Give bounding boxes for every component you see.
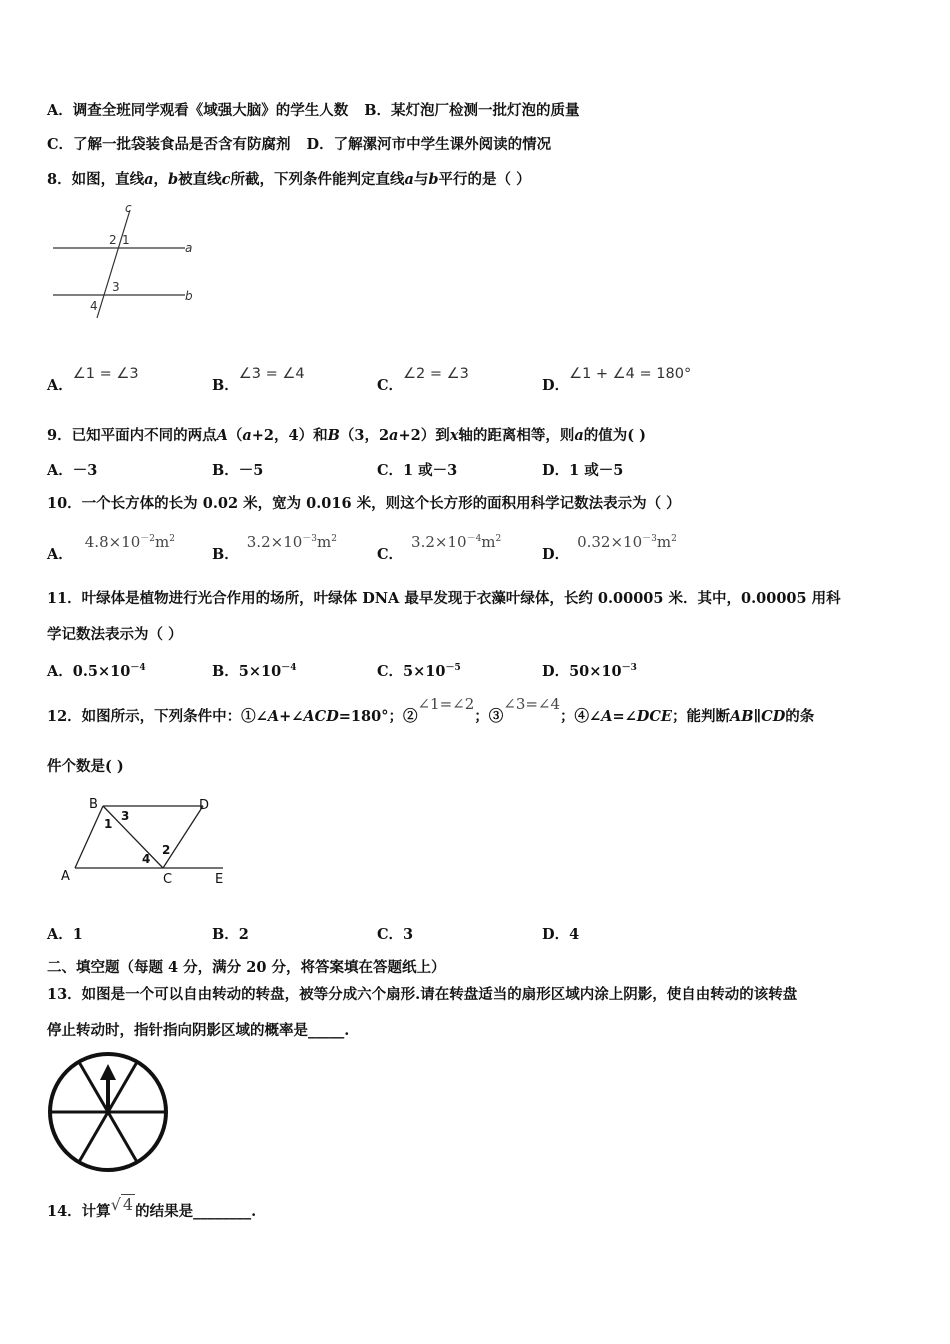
q9-var-a3: a bbox=[574, 427, 584, 444]
q10-option-d-math bbox=[577, 533, 677, 551]
q10-a-exp: －2 bbox=[140, 534, 156, 544]
q11-b-base: B．5×10 bbox=[212, 662, 282, 680]
q9-option-a: A．－3 bbox=[47, 462, 98, 479]
q11-option-c bbox=[377, 658, 461, 682]
q12-text-6: =∠ bbox=[612, 708, 637, 725]
q11-stem-line2: 学记数法表示为（ ） bbox=[47, 626, 183, 643]
q10-c-unit: m bbox=[481, 533, 496, 551]
q8-option-b-math: ∠3 = ∠4 bbox=[238, 366, 305, 382]
q12-var-dce: DCE bbox=[636, 708, 672, 725]
q8-var-b2: b bbox=[428, 171, 439, 188]
q8-option-b bbox=[212, 366, 305, 396]
q10-c-uexp: 2 bbox=[495, 534, 502, 544]
q12-text-2: +∠ bbox=[279, 708, 304, 725]
q8-fig-angle-2: 2 bbox=[109, 233, 117, 247]
q12-cond-2: ∠1=∠2 bbox=[417, 695, 475, 713]
q12-line-ab bbox=[75, 806, 103, 868]
q8-fig-angle-3: 3 bbox=[112, 280, 120, 294]
q10-b-exp: －3 bbox=[302, 534, 318, 544]
q10-option-a-math bbox=[85, 533, 175, 551]
q12-var-cd: CD bbox=[761, 708, 786, 725]
q8-var-b: b bbox=[168, 171, 179, 188]
q9-stem bbox=[47, 426, 646, 446]
q9-text-7: 的值为( ) bbox=[583, 427, 647, 444]
q12-parallel: ∥ bbox=[753, 708, 762, 725]
q8-option-d-math: ∠1 + ∠4 = 180° bbox=[569, 366, 692, 382]
q10-b-uexp: 2 bbox=[331, 534, 337, 544]
q10-a-base: 4.8×10 bbox=[84, 533, 141, 551]
q10-d-uexp: 2 bbox=[671, 534, 677, 544]
q13-stem-line1: 13．如图是一个可以自由转动的转盘，被等分成六个扇形.请在转盘适当的扇形区域内涂上阴影，使自由转动的该转盘 bbox=[47, 986, 798, 1003]
q10-option-b bbox=[212, 533, 337, 565]
q9-point-b: B bbox=[327, 427, 340, 444]
q9-var-x: x bbox=[449, 427, 459, 444]
q9-text-2: （ bbox=[227, 427, 243, 444]
q10-option-a bbox=[47, 533, 175, 565]
q8-option-a-math: ∠1 = ∠3 bbox=[72, 366, 139, 382]
q12-fig-label-b: B bbox=[89, 797, 98, 812]
q7-option-a: A．调查全班同学观看《域强大脑》的学生人数 bbox=[47, 102, 349, 119]
q10-b-unit: m bbox=[317, 533, 332, 551]
q7-option-b: B．某灯泡厂检测一批灯泡的质量 bbox=[364, 102, 580, 119]
q12-fig-label-c: C bbox=[163, 872, 173, 887]
q12-text-7: ；能判断 bbox=[671, 708, 730, 725]
q10-option-a-label: A． bbox=[47, 546, 73, 563]
q8-fig-angle-1: 1 bbox=[122, 233, 130, 247]
q12-var-a: A bbox=[267, 708, 280, 725]
q12-var-acd: ACD bbox=[303, 708, 339, 725]
q8-var-c: c bbox=[221, 171, 231, 188]
q10-d-unit: m bbox=[656, 533, 672, 551]
q8-fig-angle-4: 4 bbox=[90, 299, 98, 313]
q12-fig-label-d: D bbox=[199, 798, 210, 813]
q10-d-base: 0.32×10 bbox=[577, 533, 643, 551]
q12-stem-line1 bbox=[47, 695, 815, 727]
q8-var-a: a bbox=[144, 171, 154, 188]
q12-var-a2: A bbox=[601, 708, 613, 725]
q9-text-4: （3，2 bbox=[339, 427, 390, 444]
q8-option-b-label: B． bbox=[212, 377, 239, 394]
q8-stem-mid: 被直线 bbox=[178, 171, 222, 188]
q9-text-3: +2，4）和 bbox=[251, 427, 328, 444]
q9-option-b: B．－5 bbox=[212, 462, 264, 479]
q8-option-a-label: A． bbox=[47, 377, 73, 394]
q8-fig-label-c: c bbox=[125, 201, 132, 215]
q10-a-uexp: 2 bbox=[169, 534, 175, 544]
q12-fig-label-e: E bbox=[215, 872, 224, 887]
q12-text-5: ；④∠ bbox=[560, 708, 602, 725]
q8-stem-text: 8．如图，直线 bbox=[47, 171, 145, 188]
q10-c-exp: －4 bbox=[466, 534, 482, 544]
q13-stem-line2: 停止转动时，指针指向阴影区域的概率是_____. bbox=[47, 1022, 350, 1039]
q8-option-a bbox=[47, 366, 139, 396]
q12-text-4: ；③ bbox=[474, 708, 504, 725]
q10-c-base: 3.2×10 bbox=[411, 533, 467, 551]
spinner-pointer-arrow-icon bbox=[100, 1064, 116, 1080]
q10-b-base: 3.2×10 bbox=[246, 533, 303, 551]
q9-text-5: +2）到 bbox=[398, 427, 450, 444]
q11-stem-line1: 11．叶绿体是植物进行光合作用的场所，叶绿体 DNA 最早发现于衣藻叶绿体，长约 0.00005 米．其中，0.00005 用科 bbox=[47, 590, 841, 607]
q12-fig-angle-1: 1 bbox=[104, 817, 113, 831]
q11-d-exp: －3 bbox=[621, 663, 637, 673]
q7-options-row2 bbox=[47, 135, 551, 155]
q8-stem bbox=[47, 170, 531, 190]
q10-stem: 10．一个长方体的长为 0.02 米，宽为 0.016 米，则这个长方形的面积用科学记数法表示为（ ） bbox=[47, 495, 681, 512]
q10-option-c bbox=[377, 533, 502, 565]
q12-stem-line2: 件个数是( ) bbox=[47, 758, 124, 775]
q10-d-exp: －3 bbox=[642, 534, 657, 544]
q10-option-c-label: C． bbox=[377, 546, 404, 563]
q8-option-d bbox=[542, 366, 692, 396]
q10-option-b-label: B． bbox=[212, 546, 239, 563]
q9-option-c: C．1 或－3 bbox=[377, 462, 458, 479]
q11-c-base: C．5×10 bbox=[377, 662, 446, 680]
q14-radicand: 4 bbox=[122, 1195, 134, 1214]
section-2-title: 二、填空题（每题 4 分，满分 20 分，将答案填在答题纸上） bbox=[47, 959, 446, 976]
q7-option-d: D．了解漯河市中学生课外阅读的情况 bbox=[306, 136, 552, 153]
q11-a-exp: －4 bbox=[130, 663, 146, 673]
q7-option-c: C．了解一批袋装食品是否含有防腐剂 bbox=[47, 136, 291, 153]
q9-var-a2: a bbox=[389, 427, 399, 444]
q14-stem bbox=[47, 1195, 257, 1222]
q12-option-b: B．2 bbox=[212, 926, 249, 943]
q8-var-a2: a bbox=[404, 171, 414, 188]
q8-stem-rest: 所截，下列条件能判定直线 bbox=[230, 171, 405, 188]
q11-c-exp: －5 bbox=[445, 663, 461, 673]
q9-text-6: 轴的距离相等，则 bbox=[458, 427, 575, 444]
q14-text-1: 14．计算 bbox=[47, 1203, 111, 1220]
q10-option-b-math bbox=[247, 533, 337, 551]
q8-stem-end: 平行的是（ ） bbox=[438, 171, 531, 188]
q11-a-base: A．0.5×10 bbox=[47, 662, 131, 680]
q7-options-row1 bbox=[47, 101, 580, 121]
q12-option-d: D．4 bbox=[542, 926, 580, 943]
q12-line-cd bbox=[163, 806, 203, 868]
q12-cond-3: ∠3=∠4 bbox=[503, 695, 561, 713]
q9-text-1: 9．已知平面内不同的两点 bbox=[47, 427, 217, 444]
q8-option-c-label: C． bbox=[377, 377, 404, 394]
q10-option-d bbox=[542, 533, 677, 565]
q9-option-d: D．1 或－5 bbox=[542, 462, 624, 479]
spinner-figure bbox=[45, 1052, 175, 1177]
q12-option-c: C．3 bbox=[377, 926, 414, 943]
q12-text-1: 12．如图所示，下列条件中：①∠ bbox=[47, 708, 268, 725]
q11-option-a bbox=[47, 658, 146, 682]
q12-var-ab: AB bbox=[729, 708, 754, 725]
q8-fig-label-a: a bbox=[185, 241, 193, 255]
q10-option-d-label: D． bbox=[542, 546, 570, 563]
q12-line-bc bbox=[103, 806, 163, 868]
q14-text-2: 的结果是________. bbox=[135, 1203, 257, 1220]
q10-option-c-math bbox=[411, 533, 501, 551]
q8-fig-label-b: b bbox=[185, 289, 193, 303]
q8-option-c bbox=[377, 366, 469, 396]
q8-line-c bbox=[97, 210, 130, 318]
q9-var-a1: a bbox=[242, 427, 252, 444]
q12-fig-angle-3: 3 bbox=[121, 809, 130, 823]
q10-a-unit: m bbox=[155, 533, 170, 551]
q14-sqrt: √ 4 bbox=[110, 1195, 134, 1214]
q11-option-d bbox=[542, 658, 637, 682]
q12-fig-label-a: A bbox=[61, 869, 70, 884]
q12-fig-angle-2: 2 bbox=[162, 843, 171, 857]
q12-figure bbox=[55, 792, 235, 892]
q9-point-a: A bbox=[216, 427, 228, 444]
q12-fig-angle-4: 4 bbox=[142, 852, 151, 866]
q8-comma: ， bbox=[153, 171, 168, 188]
q8-option-d-label: D． bbox=[542, 377, 570, 394]
q12-text-3: =180°；② bbox=[338, 708, 418, 725]
q8-stem-yu: 与 bbox=[413, 171, 429, 188]
q12-option-a: A．1 bbox=[47, 926, 83, 943]
q11-b-exp: －4 bbox=[281, 663, 297, 673]
q8-option-c-math: ∠2 = ∠3 bbox=[403, 366, 469, 382]
q11-d-base: D．50×10 bbox=[542, 662, 622, 680]
q8-figure bbox=[45, 200, 205, 320]
q12-text-8: 的条 bbox=[785, 708, 815, 725]
q11-option-b bbox=[212, 658, 296, 682]
